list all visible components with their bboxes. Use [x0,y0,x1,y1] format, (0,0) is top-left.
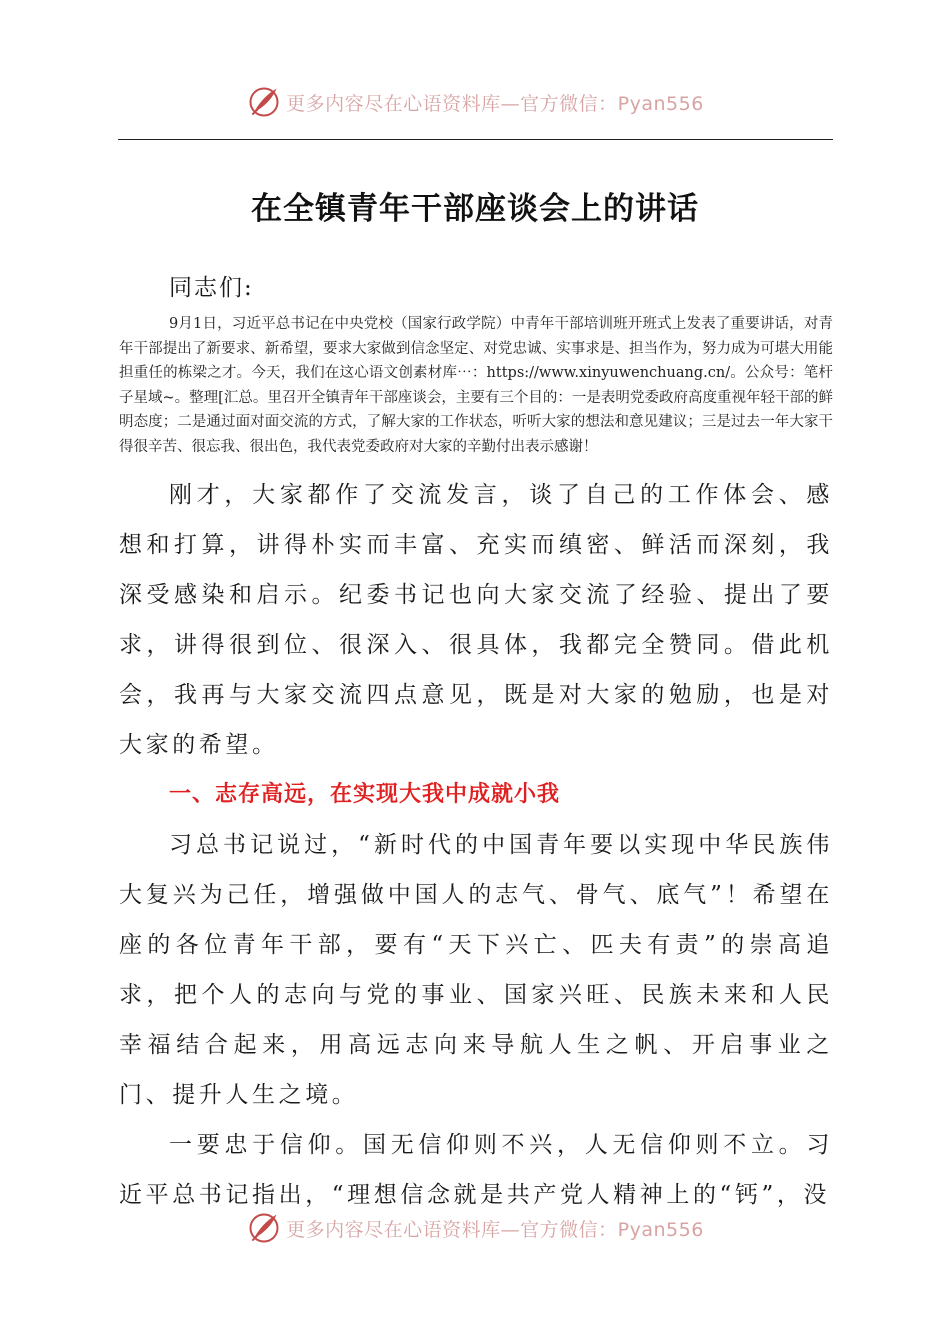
header-banner [0,80,950,124]
quill-logo-icon [246,1210,282,1246]
header-banner-text [286,89,704,116]
body-paragraph-1: 刚才，大家都作了交流发言，谈了自己的工作体会、感想和打算，讲得朴实而丰富、充实而缜密、鲜活而深刻，我深受感染和启示。纪委书记也向大家交流了经验、提出了要求，讲得很到位、很深入、很具体，我都完全赞同。借此机会，我再与大家交流四点意见，既是对大家的勉励，也是对大家的希望。 [119,481,833,758]
footer-banner-text [286,1215,704,1242]
section-heading-1: 一、志存高远，在实现大我中成就小我 [169,781,561,807]
header-wechat-id: Pyan556 [617,92,704,115]
intro-paragraph: 9月1日，习近平总书记在中央党校（国家行政学院）中青年干部培训班开班式上发表了重要讲话，对青年干部提出了新要求、新希望，要求大家做到信念坚定、对党忠诚、实事求是、担当作为，努力成为可堪大用能担重任的栋梁之才。今天，我们在这心语文创素材库⋯：https://www.xinyuwenchuang.cn/。公众号：笔杆子星域~。整理[汇总。里召开全镇青年干部座谈会，主要有三个目的：一是表明党委政府高度重视年轻干部的鲜明态度；二是通过面对面交流的方式，了解大家的工作状态，听听大家的想法和意见建议；三是过去一年大家干得很辛苦、很忘我、很出色，我代表党委政府对大家的辛勤付出表示感谢！ [119,316,833,455]
document-body [119,268,833,1220]
body-paragraph-2: 习总书记说过，“新时代的中国青年要以实现中华民族伟大复兴为己任，增强做中国人的志气、骨气、底气”！希望在座的各位青年干部，要有“天下兴亡、匹夫有责”的崇高追求，把个人的志向与党的事业、国家兴旺、民族未来和人民幸福结合起来，用高远志向来导航人生之帆、开启事业之门、提升人生之境。 [119,831,833,1108]
header-divider [118,139,833,140]
salutation: 同志们: [169,275,254,301]
header-banner-label: 更多内容尽在心语资料库—官方微信： [286,92,618,115]
document-title: 在全镇青年干部座谈会上的讲话 [251,191,699,227]
footer-wechat-id: Pyan556 [617,1218,704,1241]
body-paragraph-3: 一要忠于信仰。国无信仰则不兴，人无信仰则不立。习近平总书记指出，“理想信念就是共产党人精神上的“钙”，没 [119,1131,833,1208]
footer-banner-label: 更多内容尽在心语资料库—官方微信： [286,1218,618,1241]
quill-logo-icon [246,84,282,120]
footer-banner [0,1206,950,1250]
